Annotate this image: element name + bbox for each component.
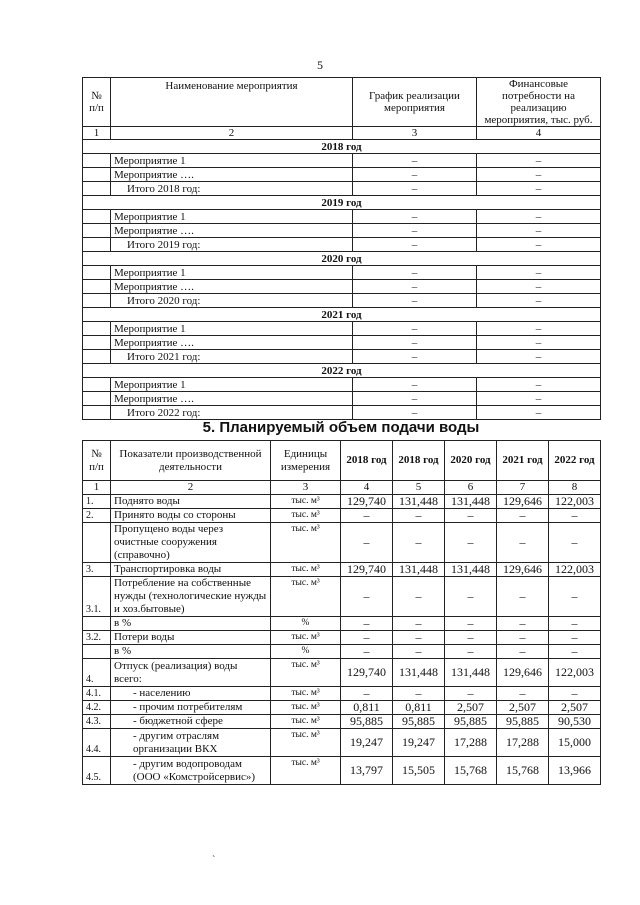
activity-finance: – <box>477 154 601 168</box>
year-label: 2020 год <box>83 252 601 266</box>
activity-finance: – <box>477 294 601 308</box>
value-cell: – <box>549 645 601 659</box>
indicator-name: в % <box>111 617 271 631</box>
activity-schedule: – <box>353 392 477 406</box>
activity-name: Мероприятие 1 <box>111 210 353 224</box>
activities-table <box>82 77 601 420</box>
row-number: 3.1. <box>83 577 111 617</box>
value-cell: 129,740 <box>341 495 393 509</box>
water-supply-table-body <box>83 441 601 785</box>
activity-row <box>83 238 601 252</box>
activity-schedule: – <box>353 378 477 392</box>
value-cell: 131,448 <box>445 659 497 687</box>
indicator-name: в % <box>111 645 271 659</box>
activity-schedule: – <box>353 406 477 420</box>
indicator-row <box>83 509 601 523</box>
header-year: 2018 год <box>393 441 445 481</box>
value-cell: 0,811 <box>341 701 393 715</box>
header-num: № п/п <box>83 78 111 127</box>
unit-cell: тыс. м³ <box>271 577 341 617</box>
colnum-cell: 2 <box>111 127 353 140</box>
value-cell: – <box>445 509 497 523</box>
value-cell: 131,448 <box>393 495 445 509</box>
year-row <box>83 252 601 266</box>
water-header-row <box>83 441 601 481</box>
value-cell: – <box>445 631 497 645</box>
unit-cell: тыс. м³ <box>271 715 341 729</box>
value-cell: – <box>393 645 445 659</box>
activity-schedule: – <box>353 238 477 252</box>
value-cell: 129,646 <box>497 563 549 577</box>
activity-finance: – <box>477 280 601 294</box>
value-cell: 15,000 <box>549 729 601 757</box>
activity-row <box>83 392 601 406</box>
value-cell: 2,507 <box>497 701 549 715</box>
value-cell: – <box>549 631 601 645</box>
value-cell: 95,885 <box>497 715 549 729</box>
colnum-cell: 1 <box>83 127 111 140</box>
value-cell: – <box>549 687 601 701</box>
value-cell: – <box>341 687 393 701</box>
activity-num <box>83 182 111 196</box>
value-cell: – <box>445 687 497 701</box>
value-cell: – <box>393 577 445 617</box>
value-cell: 95,885 <box>393 715 445 729</box>
activity-num <box>83 378 111 392</box>
activity-name: Мероприятие …. <box>111 392 353 406</box>
activity-num <box>83 168 111 182</box>
value-cell: 95,885 <box>445 715 497 729</box>
activities-header-row <box>83 78 601 127</box>
indicator-row <box>83 563 601 577</box>
activity-num <box>83 294 111 308</box>
indicator-row <box>83 645 601 659</box>
activity-name: Мероприятие …. <box>111 168 353 182</box>
activity-finance: – <box>477 210 601 224</box>
header-activity-name: Наименование мероприятия <box>111 78 353 127</box>
row-number <box>83 645 111 659</box>
indicator-name: - бюджетной сфере <box>111 715 271 729</box>
year-row <box>83 308 601 322</box>
value-cell: – <box>549 617 601 631</box>
activity-num <box>83 210 111 224</box>
activity-num <box>83 392 111 406</box>
value-cell: – <box>549 509 601 523</box>
indicator-name: Потери воды <box>111 631 271 645</box>
value-cell: 90,530 <box>549 715 601 729</box>
value-cell: 17,288 <box>445 729 497 757</box>
activity-name: Мероприятие …. <box>111 336 353 350</box>
activity-name: Итого 2020 год: <box>111 294 353 308</box>
activity-finance: – <box>477 238 601 252</box>
header-unit: Единицы измерения <box>271 441 341 481</box>
indicator-name: Пропущено воды через очистные сооружения (справочно) <box>111 523 271 563</box>
indicator-row <box>83 659 601 687</box>
year-row <box>83 364 601 378</box>
indicator-name: Отпуск (реализация) воды всего: <box>111 659 271 687</box>
activity-schedule: – <box>353 182 477 196</box>
year-label: 2019 год <box>83 196 601 210</box>
row-number: 4.1. <box>83 687 111 701</box>
activity-row <box>83 406 601 420</box>
colnum-cell: 7 <box>497 481 549 495</box>
row-number: 4. <box>83 659 111 687</box>
year-row <box>83 140 601 154</box>
value-cell: – <box>445 523 497 563</box>
row-number: 3.2. <box>83 631 111 645</box>
activity-finance: – <box>477 224 601 238</box>
unit-cell: тыс. м³ <box>271 509 341 523</box>
value-cell: – <box>393 509 445 523</box>
activity-schedule: – <box>353 280 477 294</box>
activity-num <box>83 322 111 336</box>
header-year: 2022 год <box>549 441 601 481</box>
year-label: 2021 год <box>83 308 601 322</box>
activity-row <box>83 350 601 364</box>
activity-row <box>83 154 601 168</box>
activity-name: Итого 2022 год: <box>111 406 353 420</box>
year-label: 2018 год <box>83 140 601 154</box>
row-number: 4.3. <box>83 715 111 729</box>
section-title: 5. Планируемый объем подачи воды <box>202 419 480 436</box>
value-cell: – <box>445 577 497 617</box>
colnum-cell: 4 <box>341 481 393 495</box>
activity-name: Итого 2021 год: <box>111 350 353 364</box>
activity-num <box>83 406 111 420</box>
value-cell: – <box>393 631 445 645</box>
indicator-row <box>83 757 601 785</box>
indicator-row <box>83 715 601 729</box>
indicator-row <box>83 687 601 701</box>
activity-num <box>83 224 111 238</box>
header-schedule: График реализации мероприятия <box>353 78 477 127</box>
activities-colnum-row <box>83 127 601 140</box>
row-number: 3. <box>83 563 111 577</box>
colnum-cell: 5 <box>393 481 445 495</box>
value-cell: 19,247 <box>393 729 445 757</box>
value-cell: 129,646 <box>497 659 549 687</box>
activity-schedule: – <box>353 294 477 308</box>
unit-cell: тыс. м³ <box>271 687 341 701</box>
value-cell: – <box>497 509 549 523</box>
value-cell: 131,448 <box>393 563 445 577</box>
unit-cell: тыс. м³ <box>271 757 341 785</box>
value-cell: 2,507 <box>445 701 497 715</box>
value-cell: – <box>393 617 445 631</box>
activity-row <box>83 294 601 308</box>
value-cell: – <box>549 577 601 617</box>
unit-cell: тыс. м³ <box>271 729 341 757</box>
row-number: 1. <box>83 495 111 509</box>
unit-cell: % <box>271 617 341 631</box>
activity-row <box>83 378 601 392</box>
row-number: 4.4. <box>83 729 111 757</box>
value-cell: 15,505 <box>393 757 445 785</box>
activity-schedule: – <box>353 210 477 224</box>
indicator-name: Поднято воды <box>111 495 271 509</box>
indicator-row <box>83 729 601 757</box>
activity-finance: – <box>477 378 601 392</box>
activity-name: Мероприятие 1 <box>111 322 353 336</box>
header-year: 2018 год <box>341 441 393 481</box>
activity-name: Мероприятие 1 <box>111 266 353 280</box>
year-label: 2022 год <box>83 364 601 378</box>
value-cell: 2,507 <box>549 701 601 715</box>
activity-finance: – <box>477 406 601 420</box>
activity-num <box>83 336 111 350</box>
value-cell: 131,448 <box>445 563 497 577</box>
colnum-cell: 3 <box>271 481 341 495</box>
row-number: 2. <box>83 509 111 523</box>
value-cell: 95,885 <box>341 715 393 729</box>
value-cell: – <box>341 631 393 645</box>
indicator-name: - другим отраслям организации ВКХ <box>111 729 271 757</box>
value-cell: 129,740 <box>341 659 393 687</box>
row-number: 4.5. <box>83 757 111 785</box>
value-cell: 0,811 <box>393 701 445 715</box>
value-cell: – <box>341 577 393 617</box>
value-cell: – <box>497 687 549 701</box>
indicator-name: Транспортировка воды <box>111 563 271 577</box>
activity-row <box>83 168 601 182</box>
indicator-row <box>83 617 601 631</box>
value-cell: 129,740 <box>341 563 393 577</box>
page-number: 5 <box>317 58 323 72</box>
activity-schedule: – <box>353 266 477 280</box>
footer-mark: ` <box>212 855 216 866</box>
value-cell: – <box>445 617 497 631</box>
activity-schedule: – <box>353 224 477 238</box>
unit-cell: тыс. м³ <box>271 563 341 577</box>
indicator-name: - прочим потребителям <box>111 701 271 715</box>
water-colnum-row <box>83 481 601 495</box>
activity-num <box>83 238 111 252</box>
value-cell: 122,003 <box>549 659 601 687</box>
value-cell: – <box>341 645 393 659</box>
header-indicator: Показатели производственной деятельности <box>111 441 271 481</box>
unit-cell: тыс. м³ <box>271 523 341 563</box>
activity-row <box>83 182 601 196</box>
unit-cell: тыс. м³ <box>271 495 341 509</box>
unit-cell: тыс. м³ <box>271 631 341 645</box>
year-row <box>83 196 601 210</box>
activity-schedule: – <box>353 154 477 168</box>
unit-cell: тыс. м³ <box>271 701 341 715</box>
value-cell: 13,966 <box>549 757 601 785</box>
colnum-cell: 2 <box>111 481 271 495</box>
activity-row <box>83 336 601 350</box>
value-cell: – <box>393 687 445 701</box>
activity-schedule: – <box>353 350 477 364</box>
activity-row <box>83 280 601 294</box>
activity-num <box>83 280 111 294</box>
indicator-row <box>83 701 601 715</box>
activity-name: Мероприятие 1 <box>111 154 353 168</box>
activity-finance: – <box>477 182 601 196</box>
activity-schedule: – <box>353 336 477 350</box>
indicator-row <box>83 523 601 563</box>
header-num: № п/п <box>83 441 111 481</box>
indicator-row <box>83 631 601 645</box>
value-cell: – <box>497 577 549 617</box>
row-number <box>83 617 111 631</box>
value-cell: – <box>497 631 549 645</box>
colnum-cell: 3 <box>353 127 477 140</box>
activity-row <box>83 224 601 238</box>
value-cell: – <box>549 523 601 563</box>
activity-schedule: – <box>353 322 477 336</box>
value-cell: 129,646 <box>497 495 549 509</box>
activity-finance: – <box>477 350 601 364</box>
activity-finance: – <box>477 266 601 280</box>
indicator-row <box>83 495 601 509</box>
value-cell: 19,247 <box>341 729 393 757</box>
indicator-name: Потребление на собственные нужды (технологические нужды и хоз.бытовые) <box>111 577 271 617</box>
activity-name: Мероприятие …. <box>111 280 353 294</box>
value-cell: 17,288 <box>497 729 549 757</box>
water-supply-table <box>82 440 601 785</box>
header-year: 2021 год <box>497 441 549 481</box>
value-cell: 131,448 <box>393 659 445 687</box>
value-cell: – <box>497 645 549 659</box>
value-cell: 131,448 <box>445 495 497 509</box>
activity-finance: – <box>477 168 601 182</box>
row-number: 4.2. <box>83 701 111 715</box>
value-cell: – <box>341 617 393 631</box>
activity-row <box>83 210 601 224</box>
header-finance: Финансовые потребности на реализацию мероприятия, тыс. руб. <box>477 78 601 127</box>
colnum-cell: 1 <box>83 481 111 495</box>
activity-num <box>83 154 111 168</box>
value-cell: – <box>445 645 497 659</box>
activity-name: Итого 2019 год: <box>111 238 353 252</box>
unit-cell: тыс. м³ <box>271 659 341 687</box>
value-cell: – <box>341 509 393 523</box>
colnum-cell: 8 <box>549 481 601 495</box>
value-cell: – <box>497 523 549 563</box>
activity-schedule: – <box>353 168 477 182</box>
value-cell: 15,768 <box>445 757 497 785</box>
unit-cell: % <box>271 645 341 659</box>
indicator-name: Принято воды со стороны <box>111 509 271 523</box>
value-cell: 15,768 <box>497 757 549 785</box>
activity-name: Итого 2018 год: <box>111 182 353 196</box>
indicator-name: - другим водопроводам (ООО «Комстройсервис») <box>111 757 271 785</box>
activity-finance: – <box>477 336 601 350</box>
activity-num <box>83 266 111 280</box>
activity-finance: – <box>477 322 601 336</box>
value-cell: 122,003 <box>549 495 601 509</box>
activities-table-body <box>83 78 601 420</box>
activity-name: Мероприятие 1 <box>111 378 353 392</box>
header-year: 2020 год <box>445 441 497 481</box>
activity-row <box>83 266 601 280</box>
activity-num <box>83 350 111 364</box>
activity-finance: – <box>477 392 601 406</box>
indicator-row <box>83 577 601 617</box>
activity-name: Мероприятие …. <box>111 224 353 238</box>
indicator-name: - населению <box>111 687 271 701</box>
value-cell: – <box>341 523 393 563</box>
colnum-cell: 4 <box>477 127 601 140</box>
activity-row <box>83 322 601 336</box>
value-cell: 122,003 <box>549 563 601 577</box>
value-cell: 13,797 <box>341 757 393 785</box>
row-number <box>83 523 111 563</box>
colnum-cell: 6 <box>445 481 497 495</box>
value-cell: – <box>393 523 445 563</box>
value-cell: – <box>497 617 549 631</box>
